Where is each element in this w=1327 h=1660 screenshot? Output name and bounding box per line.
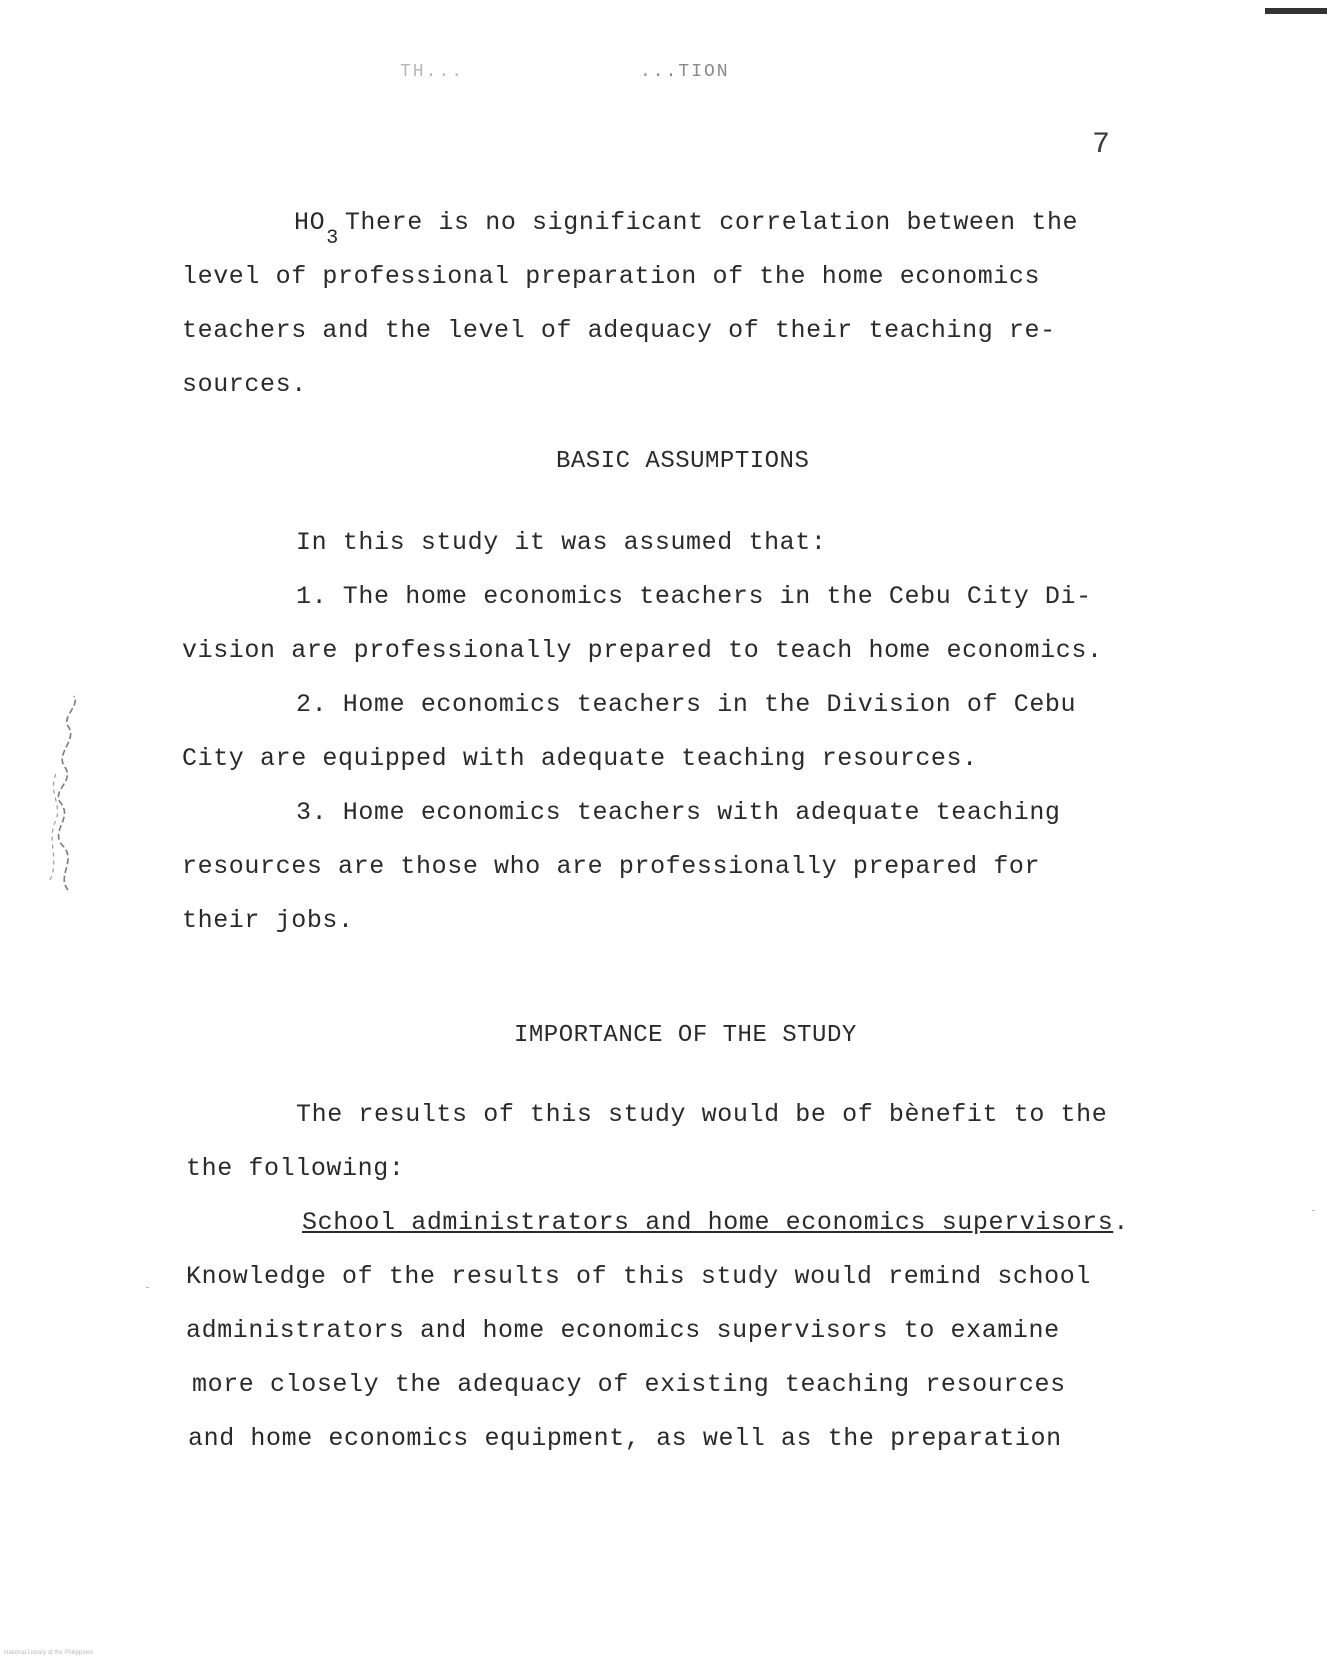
faded-header-left: TH... [400,62,465,82]
hypothesis-line-1 [294,208,1079,250]
importance-body-3: more closely the adequacy of existing teaching resources [192,1370,1066,1399]
faded-header [400,62,760,82]
assumption-line-4: City are equipped with adequate teaching resources. [182,744,978,773]
importance-subheading [302,1208,1129,1237]
footer-note: National Library of the Philippines [4,1650,94,1656]
assumption-line-6: resources are those who are professionally prepared for [182,852,1041,881]
scan-edge-mark [1265,8,1327,14]
importance-body-4: and home economics equipment, as well as the preparation [188,1424,1062,1453]
hypothesis-line-4: sources. [182,370,307,399]
page-number: 7 [1092,128,1111,162]
basic-assumptions-heading: BASIC ASSUMPTIONS [556,448,810,475]
importance-line-1: The results of this study would be of bènefit to the [296,1100,1108,1129]
importance-heading: IMPORTANCE OF THE STUDY [514,1022,857,1049]
handwritten-margin-mark [38,690,98,900]
hypothesis-subscript: 3 [326,227,339,250]
importance-subheading-text: School administrators and home economics supervisors [302,1208,1114,1237]
importance-line-2: the following: [186,1154,405,1183]
importance-body-2: administrators and home economics supervisors to examine [186,1316,1060,1345]
faded-header-right: ...TION [640,62,730,82]
scan-speck [146,1287,149,1288]
hypothesis-line-3: teachers and the level of adequacy of their teaching re- [182,316,1056,345]
assumption-line-7: their jobs. [182,906,354,935]
assumption-line-3: 2. Home economics teachers in the Division of Cebu [296,690,1077,719]
scan-speck [1312,1210,1315,1211]
hypothesis-label: HO [294,208,326,237]
importance-subheading-end: . [1113,1208,1129,1237]
importance-body-1: Knowledge of the results of this study would remind school [186,1262,1091,1291]
hypothesis-line-2: level of professional preparation of the home economics [182,262,1041,291]
assumption-line-5: 3. Home economics teachers with adequate teaching [296,798,1061,827]
assumption-line-2: vision are professionally prepared to teach home economics. [182,636,1103,665]
hypothesis-text-1: There is no significant correlation between the [344,208,1079,237]
assumptions-intro: In this study it was assumed that: [296,528,827,557]
assumption-line-1: 1. The home economics teachers in the Cebu City Di- [296,582,1092,611]
